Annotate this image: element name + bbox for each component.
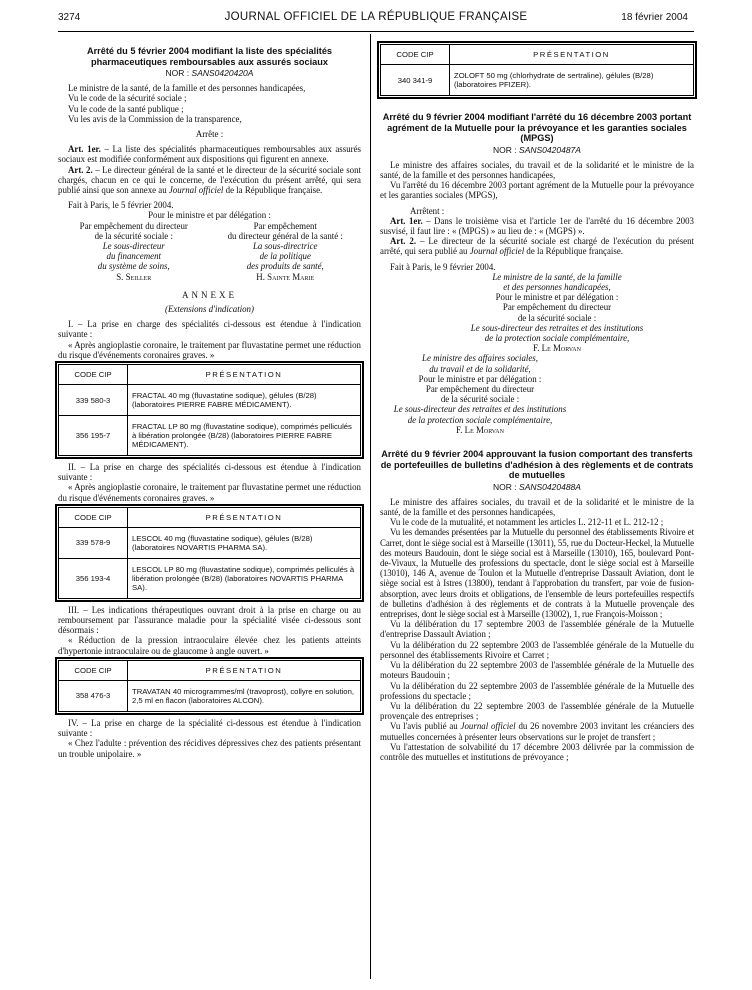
table-row: 339 578-9 LESCOL 40 mg (fluvastatine sodique), gélules (B/28) (laboratoires NOVARTIS PHARMA SA).	[59, 527, 361, 558]
section-2: II. – La prise en charge des spécialités ci-dessous est étendue à l'indication suivante :	[58, 462, 361, 483]
indication-1: « Après angioplastie coronaire, le traitement par fluvastatine permet une réduction du risque d'événements coronaires graves. »	[58, 339, 361, 360]
signatory-name: S. Seiller	[116, 271, 152, 282]
page-header	[0, 8, 752, 28]
vu-clause: Vu le code de la santé publique ;	[68, 103, 184, 114]
presentation-table-4	[380, 44, 694, 96]
vu-clause: Vu la délibération du 17 septembre 2003 de l'assemblée générale de la Mutuelle d'entreprise Dassault Aviation ;	[380, 619, 694, 640]
vu-clause: Vu la délibération du 22 septembre 2003 de l'assemblée générale de la Mutuelle des professions du spectacle ;	[380, 680, 694, 701]
col-presentation: PRÉSENTATION	[128, 660, 361, 680]
column-divider	[370, 34, 371, 979]
signature-date: Fait à Paris, le 9 février 2004.	[390, 261, 496, 272]
page-number: 3274	[58, 12, 81, 23]
vu-clause: Vu la délibération du 22 septembre 2003 de l'assemblée générale de la Mutuelle du personnel des établissements Rivoire et Carret ;	[380, 639, 694, 660]
section-3: III. – Les indications thérapeutiques ouvrant droit à la prise en charge ou au remboursement par l'assurance maladie pour la spécialité visée ci-dessous sont désormais :	[58, 604, 361, 636]
table-row: 356 195-7 FRACTAL LP 80 mg (fluvastatine sodique), comprimés pelliculés à libération prolongée (B/28) (laboratoires PIERRE FABRE MÉDICAMENT).	[59, 416, 361, 456]
vu-clause: Vu l'attestation de solvabilité du 17 décembre 2003 délivrée par la commission de contrôle des mutuelles et institutions de prévoyance ;	[380, 741, 694, 762]
nor-reference-3: NOR : SANS0420488A	[493, 481, 581, 492]
decree-intro: Le ministre des affaires sociales, du travail et de la solidarité et le ministre de la santé, de la famille et des personnes handicapées,	[380, 159, 694, 180]
journal-title: JOURNAL OFFICIEL DE LA RÉPUBLIQUE FRANÇAISE	[224, 11, 528, 23]
section-4: IV. – La prise en charge de la spécialité ci-dessous est étendue à l'indication suivante :	[58, 717, 361, 739]
col-code: CODE CIP	[59, 507, 128, 527]
vu-clause: Vu la délibération du 22 septembre 2003 de l'assemblée générale de la Mutuelle des moteurs Baudouin ;	[380, 660, 694, 681]
indication-3: « Réduction de la pression intraoculaire élevée chez les patients atteints d'hypertonie intraoculaire ou de glaucome à angle ouvert. »	[58, 635, 361, 656]
presentation-table-1	[58, 364, 361, 456]
section-1: I. – La prise en charge des spécialités ci-dessous est étendue à l'indication suivante :	[58, 319, 361, 340]
presentation-table-3	[58, 660, 361, 712]
decree-title-3: Arrêté du 9 février 2004 approuvant la fusion comportant des transferts de portefeuilles de bulletins d'adhésion à des règlements et de contrats de mutuelles	[380, 449, 694, 481]
decree-title-2: Arrêté du 9 février 2004 modifiant l'arrêté du 16 décembre 2003 portant agrément de la Mutuelle pour la prévoyance et les garanties sociales (MPGS)	[382, 112, 692, 144]
signatory-name: F. Le Morvan	[533, 343, 581, 354]
signatory-name: H. Sainte Marie	[256, 271, 315, 282]
signature-right: Par empêchement du directeur général de la santé : La sous-directrice de la politique des produits de santé, H. Sainte Marie	[210, 221, 362, 282]
nor-reference-2: NOR : SANS0420487A	[493, 144, 581, 155]
table-row: 339 580-3 FRACTAL 40 mg (fluvastatine sodique), gélules (B/28) (laboratoires PIERRE FABRE MÉDICAMENT).	[59, 385, 361, 416]
left-column	[58, 40, 361, 759]
decree-intro: Le ministre de la santé, de la famille et des personnes handicapées,	[68, 83, 306, 94]
decree-title-1: Arrêté du 5 février 2004 modifiant la liste des spécialités pharmaceutiques remboursables aux assurés sociaux	[86, 46, 333, 67]
table-row: 358 476-3 TRAVATAN 40 microgrammes/ml (travoprost), collyre en solution, 2,5 ml en flacon (laboratoires ALCON).	[59, 680, 361, 711]
decree-intro: Le ministre des affaires sociales, du travail et de la solidarité et le ministre de la santé, de la famille et des personnes handicapées,	[380, 496, 694, 518]
issue-date: 18 février 2004	[621, 12, 688, 23]
col-code: CODE CIP	[381, 45, 450, 65]
annexe-subtitle: (Extensions d'indication)	[165, 304, 254, 315]
signature-block-2: Le ministre des affaires sociales, du travail et de la solidarité, Pour le ministre et par délégation : Par empêchement du directeur de la sécurité sociale : Le sous-directeur des retraites et des institutions de la protection sociale complémentaire, F. Le Morvan	[380, 353, 580, 435]
right-column	[380, 40, 694, 762]
article-1: Art. 1er. – Dans le troisième visa et l'article 1er de l'arrêté du 16 décembre 2003 susvisé, il faut lire : « (MPGS) » au lieu de : « (MGPS) ».	[380, 215, 694, 236]
presentation-table-2	[58, 507, 361, 599]
nor-reference-1: NOR : SANS0420420A	[165, 68, 254, 79]
vu-clause: Vu le code de la sécurité sociale ;	[68, 93, 187, 104]
col-presentation: PRÉSENTATION	[128, 507, 361, 527]
signatory-name: F. Le Morvan	[456, 424, 504, 435]
table-row: 356 193-4 LESCOL LP 80 mg (fluvastatine sodique), comprimés pelliculés à libération prolongée (B/28) (laboratoires NOVARTIS PHARMA SA).	[59, 558, 361, 598]
signature-date: Fait à Paris, le 5 février 2004.	[68, 200, 174, 211]
header-rule	[58, 31, 694, 32]
vu-clause: Vu l'avis publié au Journal officiel du 26 novembre 2003 invitant les créanciers des mutuelles concernées à présenter leurs observations sur le projet de transfert ;	[380, 721, 695, 742]
delegation-line: Pour le ministre et par délégation :	[148, 210, 271, 221]
indication-4: « Chez l'adulte : prévention des récidives dépressives chez des patients présentant un trouble unipolaire. »	[58, 738, 361, 759]
annexe-heading: ANNEXE	[182, 289, 237, 300]
indication-2: « Après angioplastie coronaire, le traitement par fluvastatine permet une réduction du risque d'événements coronaires graves. »	[58, 482, 361, 503]
vu-clause: Vu les demandes présentées par la Mutuelle du personnel des établissements Rivoire et Carret, dont le siège social est à Marseille (13011), 55, rue du Docteur-Heckel, la Mutuelle des moteurs Baudouin, dont le siège social est à Marseille (13010), 165, boulevard Pont-de-Vivaux, la Mutuelle des professions du spectacle, dont le siège social est à Marseille (13010), 146 A, avenue de Toulon et la Mutuelle d'entreprise Dassault Aviation, dont le siège social est à Istres (13800), tendant à l'approbation du transfert, par voie de fusion-absorption, avec leurs droits et obligations, de l'ensemble de leurs portefeuilles respectifs de bulletins d'adhésion à des règlements et de contrats à la Mutuelle provençale des entreprises, dont le siège social est à Marseille (13002), 1, rue François-Moisson ;	[380, 527, 694, 620]
col-presentation: PRÉSENTATION	[128, 365, 361, 385]
signature-block-1: Le ministre de la santé, de la famille et des personnes handicapées, Pour le ministre et par délégation : Par empêchement du directeur de la sécurité sociale : Le sous-directeur des retraites et des institutions de la protection sociale complémentaire, F. Le Morvan	[380, 272, 694, 354]
article-1: Art. 1er. – La liste des spécialités pharmaceutiques remboursables aux assurés sociaux est modifiée conformément aux dispositions qui figurent en annexe.	[58, 144, 361, 165]
vu-clause: Vu les avis de la Commission de la transparence,	[68, 113, 242, 124]
article-2: Art. 2. – Le directeur général de la santé et le directeur de la sécurité sociale sont chargés, chacun en ce qui le concerne, de l'exécution du présent arrêté, qui sera publié ainsi que son annexe au Journal officiel de la République française.	[58, 164, 361, 196]
col-presentation: PRÉSENTATION	[450, 45, 694, 65]
arrete-label: Arrête :	[195, 129, 224, 139]
arretent-label: Arrêtent :	[410, 205, 445, 216]
signature-left: Par empêchement du directeur de la sécurité sociale : Le sous-directeur du financement du système de soins, S. Seiller	[58, 221, 210, 282]
col-code: CODE CIP	[59, 365, 128, 385]
vu-clause: Vu le code de la mutualité, et notamment les articles L. 212-11 et L. 212-12 ;	[390, 517, 664, 528]
table-row: 340 341-9 ZOLOFT 50 mg (chlorhydrate de sertraline), gélules (B/28) (laboratoires PFIZER).	[381, 65, 694, 96]
col-code: CODE CIP	[59, 660, 128, 680]
signature-block	[58, 221, 361, 282]
vu-clause: Vu la délibération du 22 septembre 2003 de l'assemblée générale de la Mutuelle provençale des entreprises ;	[380, 700, 694, 722]
vu-clause: Vu l'arrêté du 16 décembre 2003 portant agrément de la Mutuelle pour la prévoyance et les garanties sociales (MPGS),	[380, 180, 694, 201]
article-2: Art. 2. – Le directeur de la sécurité sociale est chargé de l'exécution du présent arrêté, qui sera publié au Journal officiel de la République française.	[380, 236, 695, 257]
